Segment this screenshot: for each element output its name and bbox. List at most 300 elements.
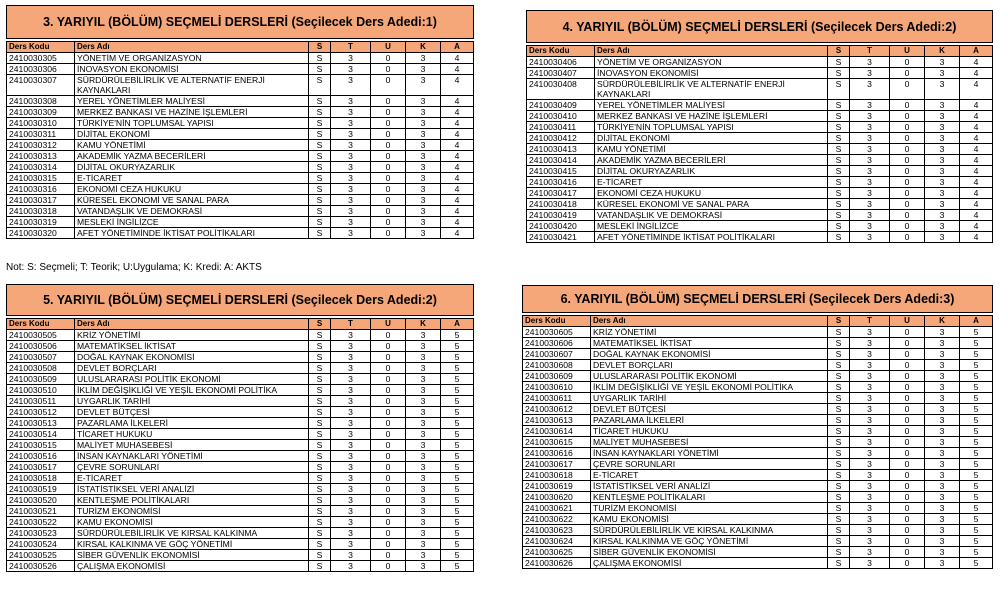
course-value: 0 xyxy=(890,382,925,393)
course-value: S xyxy=(309,539,331,550)
course-value: S xyxy=(828,199,850,210)
course-value: 0 xyxy=(890,221,925,232)
course-value: 3 xyxy=(850,382,890,393)
course-value: S xyxy=(828,122,850,133)
course-value: 3 xyxy=(850,327,890,338)
course-value: 3 xyxy=(406,396,441,407)
course-value: 0 xyxy=(371,396,406,407)
course-value: S xyxy=(309,184,331,195)
course-code: 2410030617 xyxy=(523,459,591,470)
course-code: 2410030316 xyxy=(7,184,75,195)
course-name: ULUSLARARASI POLİTİK EKONOMİ xyxy=(75,374,309,385)
course-value: 3 xyxy=(925,210,960,221)
course-name: AFET YÖNETİMİNDE İKTİSAT POLİTİKALARI xyxy=(595,232,828,243)
course-code: 2410030408 xyxy=(527,79,595,100)
course-code: 2410030516 xyxy=(7,451,75,462)
course-value: 0 xyxy=(371,352,406,363)
column-header: Ders Adı xyxy=(591,316,828,327)
course-value: 3 xyxy=(925,144,960,155)
course-code: 2410030409 xyxy=(527,100,595,111)
course-value: 0 xyxy=(890,536,925,547)
course-value: 5 xyxy=(960,426,993,437)
course-value: 3 xyxy=(331,396,371,407)
course-name: SÜRDÜRÜLEBİLİRLİK VE KIRSAL KALKINMA xyxy=(591,525,828,536)
course-value: 3 xyxy=(850,547,890,558)
course-value: 4 xyxy=(960,122,993,133)
course-code: 2410030624 xyxy=(523,536,591,547)
table-row xyxy=(527,232,993,243)
course-value: S xyxy=(309,195,331,206)
course-code: 2410030309 xyxy=(7,107,75,118)
course-value: 0 xyxy=(890,327,925,338)
course-name: DEVLET BORÇLARI xyxy=(591,360,828,371)
course-code: 2410030608 xyxy=(523,360,591,371)
course-value: 4 xyxy=(441,118,474,129)
course-value: 3 xyxy=(406,107,441,118)
course-value: 0 xyxy=(371,206,406,217)
course-name: DİJİTAL OKURYAZARLIK xyxy=(595,166,828,177)
course-value: S xyxy=(828,221,850,232)
course-value: 3 xyxy=(925,338,960,349)
course-code: 2410030312 xyxy=(7,140,75,151)
table-row xyxy=(7,418,474,429)
course-value: 4 xyxy=(960,57,993,68)
course-value: 4 xyxy=(960,188,993,199)
course-value: 0 xyxy=(890,57,925,68)
course-value: 5 xyxy=(441,561,474,572)
course-code: 2410030612 xyxy=(523,404,591,415)
course-value: 5 xyxy=(960,349,993,360)
course-value: 5 xyxy=(441,495,474,506)
course-name: TİCARET HUKUKU xyxy=(591,426,828,437)
table-row xyxy=(7,64,474,75)
course-value: 3 xyxy=(925,188,960,199)
course-value: 5 xyxy=(441,528,474,539)
course-value: 0 xyxy=(890,426,925,437)
course-name: MESLEKİ İNGİLİZCE xyxy=(595,221,828,232)
course-value: 5 xyxy=(441,473,474,484)
course-value: 3 xyxy=(331,118,371,129)
course-value: 3 xyxy=(850,360,890,371)
course-name: UYGARLIK TARİHİ xyxy=(591,393,828,404)
table-row xyxy=(523,426,993,437)
course-name: ÇALIŞMA EKONOMİSİ xyxy=(75,561,309,572)
course-value: 4 xyxy=(960,166,993,177)
course-value: 0 xyxy=(890,393,925,404)
table-row xyxy=(7,341,474,352)
course-name: KENTLEŞME POLİTİKALARI xyxy=(75,495,309,506)
course-value: S xyxy=(309,107,331,118)
table-row xyxy=(7,550,474,561)
course-value: 5 xyxy=(960,393,993,404)
course-value: 5 xyxy=(960,448,993,459)
course-value: 4 xyxy=(441,140,474,151)
column-header: K xyxy=(925,316,960,327)
course-value: 3 xyxy=(406,418,441,429)
course-code: 2410030511 xyxy=(7,396,75,407)
course-value: 3 xyxy=(850,133,890,144)
course-value: 3 xyxy=(331,451,371,462)
column-header: Ders Adı xyxy=(595,46,828,57)
course-code: 2410030320 xyxy=(7,228,75,239)
course-name: SİBER GÜVENLİK EKONOMİSİ xyxy=(591,547,828,558)
table-row xyxy=(7,151,474,162)
course-code: 2410030521 xyxy=(7,506,75,517)
table-row xyxy=(523,503,993,514)
course-code: 2410030411 xyxy=(527,122,595,133)
course-value: 3 xyxy=(406,385,441,396)
course-value: 5 xyxy=(960,415,993,426)
course-value: 3 xyxy=(406,550,441,561)
course-value: S xyxy=(828,338,850,349)
course-value: 3 xyxy=(331,228,371,239)
course-value: S xyxy=(309,53,331,64)
course-value: 0 xyxy=(890,437,925,448)
course-value: 3 xyxy=(925,371,960,382)
course-value: 3 xyxy=(925,536,960,547)
course-name: YEREL YÖNETİMLER MALİYESİ xyxy=(595,100,828,111)
course-value: S xyxy=(309,173,331,184)
course-value: 3 xyxy=(925,404,960,415)
course-value: 3 xyxy=(331,64,371,75)
course-code: 2410030410 xyxy=(527,111,595,122)
course-code: 2410030623 xyxy=(523,525,591,536)
course-value: S xyxy=(309,418,331,429)
table-row xyxy=(7,473,474,484)
course-name: TÜRKİYE'NİN TOPLUMSAL YAPISI xyxy=(75,118,309,129)
panel-semester-4 xyxy=(526,10,993,243)
course-value: S xyxy=(828,470,850,481)
course-value: S xyxy=(828,360,850,371)
table-header-row xyxy=(523,316,993,327)
course-value: 3 xyxy=(406,374,441,385)
course-value: 0 xyxy=(890,415,925,426)
course-value: 3 xyxy=(925,525,960,536)
course-name: İKLİM DEĞİŞİKLİĞİ VE YEŞİL EKONOMİ POLİTİKA xyxy=(591,382,828,393)
table-row xyxy=(7,352,474,363)
course-name: TURİZM EKONOMİSİ xyxy=(75,506,309,517)
table-row xyxy=(523,415,993,426)
table-row xyxy=(7,440,474,451)
course-value: 5 xyxy=(441,352,474,363)
course-code: 2410030413 xyxy=(527,144,595,155)
course-value: S xyxy=(828,100,850,111)
table-row xyxy=(7,118,474,129)
course-value: 0 xyxy=(371,129,406,140)
course-value: S xyxy=(828,349,850,360)
course-value: 0 xyxy=(890,144,925,155)
course-value: S xyxy=(828,232,850,243)
course-value: 3 xyxy=(406,506,441,517)
course-name: SÜRDÜRÜLEBİLİRLİK VE ALTERNATİF ENERJİ KAYNAKLARI xyxy=(595,79,828,100)
course-value: 3 xyxy=(331,184,371,195)
table-row xyxy=(7,140,474,151)
course-code: 2410030514 xyxy=(7,429,75,440)
course-value: 3 xyxy=(850,111,890,122)
course-value: 3 xyxy=(331,352,371,363)
course-value: 3 xyxy=(406,330,441,341)
course-value: 3 xyxy=(925,100,960,111)
column-header: Ders Kodu xyxy=(527,46,595,57)
course-value: 0 xyxy=(890,100,925,111)
course-value: S xyxy=(309,440,331,451)
course-value: 3 xyxy=(406,495,441,506)
course-value: 3 xyxy=(331,330,371,341)
course-value: 5 xyxy=(441,484,474,495)
table-header-row xyxy=(7,42,474,53)
course-value: 3 xyxy=(850,221,890,232)
course-value: S xyxy=(309,118,331,129)
course-value: S xyxy=(828,536,850,547)
course-value: S xyxy=(828,177,850,188)
table-row xyxy=(7,129,474,140)
course-value: 3 xyxy=(406,162,441,173)
course-value: 3 xyxy=(406,539,441,550)
course-value: 3 xyxy=(406,64,441,75)
course-value: 0 xyxy=(371,363,406,374)
course-value: S xyxy=(828,481,850,492)
column-header: S xyxy=(828,46,850,57)
course-value: S xyxy=(309,561,331,572)
course-value: 3 xyxy=(850,426,890,437)
table-row xyxy=(523,404,993,415)
column-header: Ders Kodu xyxy=(7,319,75,330)
course-name: MERKEZ BANKASI VE HAZİNE İŞLEMLERİ xyxy=(75,107,309,118)
course-value: S xyxy=(828,57,850,68)
course-value: 4 xyxy=(960,79,993,100)
course-table xyxy=(526,45,993,243)
course-value: 3 xyxy=(331,385,371,396)
course-value: 3 xyxy=(925,155,960,166)
course-value: S xyxy=(309,550,331,561)
table-row xyxy=(7,451,474,462)
course-code: 2410030605 xyxy=(523,327,591,338)
course-name: VATANDAŞLIK VE DEMOKRASİ xyxy=(595,210,828,221)
course-value: 5 xyxy=(441,418,474,429)
course-value: 3 xyxy=(925,393,960,404)
course-value: 4 xyxy=(441,173,474,184)
course-value: S xyxy=(828,547,850,558)
course-value: 3 xyxy=(331,363,371,374)
course-code: 2410030520 xyxy=(7,495,75,506)
course-value: 3 xyxy=(406,363,441,374)
table-row xyxy=(7,107,474,118)
course-value: 0 xyxy=(890,122,925,133)
course-name: VATANDAŞLIK VE DEMOKRASİ xyxy=(75,206,309,217)
course-value: 0 xyxy=(890,371,925,382)
course-code: 2410030512 xyxy=(7,407,75,418)
course-value: S xyxy=(309,140,331,151)
course-value: 0 xyxy=(371,140,406,151)
course-value: 3 xyxy=(331,528,371,539)
table-row xyxy=(523,371,993,382)
course-value: 3 xyxy=(850,100,890,111)
course-table xyxy=(6,318,474,572)
course-value: S xyxy=(309,330,331,341)
course-value: 0 xyxy=(890,133,925,144)
table-row xyxy=(7,53,474,64)
course-value: S xyxy=(828,393,850,404)
course-value: 3 xyxy=(331,418,371,429)
table-row xyxy=(523,448,993,459)
course-name: KAMU YÖNETİMİ xyxy=(75,140,309,151)
course-code: 2410030319 xyxy=(7,217,75,228)
course-value: 3 xyxy=(850,514,890,525)
course-code: 2410030613 xyxy=(523,415,591,426)
course-value: 3 xyxy=(925,437,960,448)
course-value: 3 xyxy=(850,558,890,569)
course-name: KRİZ YÖNETİMİ xyxy=(591,327,828,338)
course-value: 5 xyxy=(441,396,474,407)
course-value: 0 xyxy=(371,561,406,572)
course-value: 3 xyxy=(925,166,960,177)
course-value: 0 xyxy=(371,184,406,195)
course-value: 3 xyxy=(925,547,960,558)
course-value: S xyxy=(309,363,331,374)
course-name: TİCARET HUKUKU xyxy=(75,429,309,440)
course-value: S xyxy=(309,352,331,363)
course-code: 2410030509 xyxy=(7,374,75,385)
course-value: 3 xyxy=(850,404,890,415)
course-value: 3 xyxy=(925,57,960,68)
course-value: 4 xyxy=(441,75,474,96)
course-value: 4 xyxy=(960,155,993,166)
column-header: Ders Adı xyxy=(75,42,309,53)
course-name: AKADEMİK YAZMA BECERİLERİ xyxy=(595,155,828,166)
course-value: S xyxy=(309,451,331,462)
course-name: PAZARLAMA İLKELERİ xyxy=(75,418,309,429)
course-code: 2410030306 xyxy=(7,64,75,75)
course-name: SÜRDÜRÜLEBİLİRLİK VE ALTERNATİF ENERJİ KAYNAKLARI xyxy=(75,75,309,96)
table-row xyxy=(527,210,993,221)
course-value: S xyxy=(309,206,331,217)
course-value: 4 xyxy=(960,210,993,221)
course-value: 0 xyxy=(371,217,406,228)
course-value: 4 xyxy=(960,100,993,111)
column-header: K xyxy=(406,42,441,53)
course-value: 3 xyxy=(406,118,441,129)
table-row xyxy=(7,228,474,239)
course-name: KAMU YÖNETİMİ xyxy=(595,144,828,155)
course-name: DOĞAL KAYNAK EKONOMİSİ xyxy=(75,352,309,363)
course-code: 2410030308 xyxy=(7,96,75,107)
course-value: 3 xyxy=(925,349,960,360)
course-name: YÖNETİM VE ORGANİZASYON xyxy=(595,57,828,68)
table-row xyxy=(7,517,474,528)
course-code: 2410030614 xyxy=(523,426,591,437)
course-code: 2410030609 xyxy=(523,371,591,382)
course-code: 2410030414 xyxy=(527,155,595,166)
course-value: 5 xyxy=(441,550,474,561)
course-value: 5 xyxy=(960,558,993,569)
course-value: 3 xyxy=(850,232,890,243)
course-value: 3 xyxy=(406,484,441,495)
panel-title: 5. YARIYIL (BÖLÜM) SEÇMELİ DERSLERİ (Seçilecek Ders Adedi:2) xyxy=(6,284,474,316)
course-value: 0 xyxy=(890,188,925,199)
course-code: 2410030519 xyxy=(7,484,75,495)
course-value: 3 xyxy=(406,151,441,162)
course-value: 5 xyxy=(960,503,993,514)
course-value: S xyxy=(309,484,331,495)
table-row xyxy=(7,396,474,407)
course-value: S xyxy=(309,407,331,418)
table-row xyxy=(523,492,993,503)
course-value: 3 xyxy=(925,232,960,243)
course-value: 0 xyxy=(890,514,925,525)
course-value: 0 xyxy=(890,111,925,122)
course-name: E-TİCARET xyxy=(75,473,309,484)
course-value: 3 xyxy=(406,528,441,539)
course-value: 0 xyxy=(371,195,406,206)
course-value: 5 xyxy=(960,327,993,338)
table-row xyxy=(523,481,993,492)
table-row xyxy=(523,547,993,558)
course-name: KAMU EKONOMİSİ xyxy=(75,517,309,528)
table-row xyxy=(7,184,474,195)
course-value: 4 xyxy=(960,144,993,155)
course-value: 3 xyxy=(406,352,441,363)
column-header: T xyxy=(331,319,371,330)
course-code: 2410030620 xyxy=(523,492,591,503)
course-value: S xyxy=(828,166,850,177)
course-value: 3 xyxy=(925,382,960,393)
course-code: 2410030419 xyxy=(527,210,595,221)
course-value: S xyxy=(309,473,331,484)
course-code: 2410030619 xyxy=(523,481,591,492)
course-code: 2410030317 xyxy=(7,195,75,206)
course-code: 2410030515 xyxy=(7,440,75,451)
course-code: 2410030418 xyxy=(527,199,595,210)
course-value: 3 xyxy=(925,327,960,338)
course-code: 2410030315 xyxy=(7,173,75,184)
course-name: PAZARLAMA İLKELERİ xyxy=(591,415,828,426)
course-value: 0 xyxy=(371,228,406,239)
table-row xyxy=(7,484,474,495)
table-row xyxy=(527,68,993,79)
course-value: S xyxy=(828,327,850,338)
table-row xyxy=(7,195,474,206)
course-value: 5 xyxy=(960,371,993,382)
course-value: S xyxy=(828,503,850,514)
course-value: 3 xyxy=(406,195,441,206)
table-row xyxy=(527,100,993,111)
course-value: 3 xyxy=(925,360,960,371)
course-name: ÇEVRE SORUNLARI xyxy=(591,459,828,470)
course-value: 3 xyxy=(925,503,960,514)
course-value: 3 xyxy=(925,199,960,210)
course-value: S xyxy=(828,382,850,393)
table-row xyxy=(7,429,474,440)
course-name: AFET YÖNETİMİNDE İKTİSAT POLİTİKALARI xyxy=(75,228,309,239)
column-header: U xyxy=(371,319,406,330)
legend-note: Not: S: Seçmeli; T: Teorik; U:Uygulama; K: Kredi: A: AKTS xyxy=(6,262,262,273)
course-name: İNSAN KAYNAKLARI YÖNETİMİ xyxy=(75,451,309,462)
course-value: 4 xyxy=(960,111,993,122)
table-row xyxy=(527,79,993,100)
column-header: T xyxy=(850,316,890,327)
course-value: 3 xyxy=(331,440,371,451)
course-code: 2410030505 xyxy=(7,330,75,341)
course-value: S xyxy=(309,341,331,352)
course-code: 2410030611 xyxy=(523,393,591,404)
course-value: 5 xyxy=(960,525,993,536)
course-value: 3 xyxy=(850,481,890,492)
course-value: 0 xyxy=(890,177,925,188)
course-value: 3 xyxy=(850,210,890,221)
course-name: E-TİCARET xyxy=(595,177,828,188)
course-name: KAMU EKONOMİSİ xyxy=(591,514,828,525)
course-code: 2410030305 xyxy=(7,53,75,64)
